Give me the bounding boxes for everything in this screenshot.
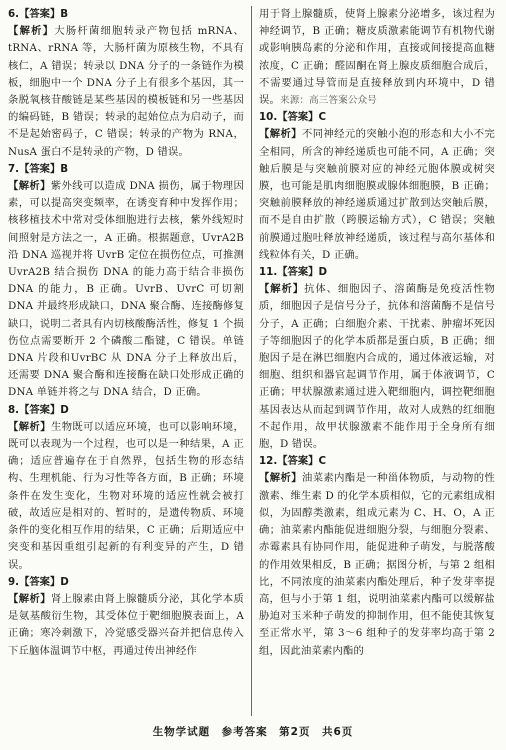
explanation-text: 紫外线可以造成 DNA 损伤，属于物理因素，可以提高突变频率，在诱变育种中发挥作用；核移植技术中常对受体细胞进行去核，紫外线短时间照射是方法之一，A 正确。根据题意，UvrA2B沿 DNA 巡视并将 UvrB 定位在损伤位点，可推测 UvrA2B 结合损伤 DNA 的能力高于结合非损伤 DNA 的能力，B 正确。UvrB、UvrC 可切割DNA 并最终形成缺口，DNA 聚合酶、连接酶修复缺口，说明二者具有内切核酸酶活性，修复 1 个损伤位点需要断开 2 个磷酸二酯键，C 错误。单链 DNA 片段和UvrBC 从 DNA 分子上释放出后，还需要 DNA 聚合酶和连接酶在缺口处形成正确的 DNA 单链并将之与 DNA 结合，D 正确。 <box>8 180 244 399</box>
explanation-label: 【解析】 <box>8 420 51 433</box>
explanation-text: 抗体、细胞因子、溶菌酶是免疫活性物质，细胞因子是信号分子，抗体和溶菌酶不是信号分子，A 正确；白细胞介素、干扰素、肿瘤坏死因子等细胞因子的化学本质都是蛋白质，B 正确；细胞因子是在淋巴细胞内合成的，通过体液运输，对细胞、组织和器官起调节作用，属于体液调节，C 正确；甲状腺激素通过进入靶细胞内，调控靶细胞基因表达从而起到调节作用，故对人成熟的红细胞不起作用，故甲状腺激素不能作用于全身所有细胞，D 错误。 <box>259 283 495 451</box>
explanation-text: 大肠杆菌细胞转录产物包括 mRNA、tRNA、rRNA 等，大肠杆菌为原核生物，不具有核仁，A 错误；转录以 DNA 分子的一条链作为模板，细胞中一个 DNA 分子上有很多个基因，其一条脱氧核苷酸链是某些基因的模板链和另一些基因的编码链，B 错误；转录的起始位点为启动子，而不是起始密码子，C 错误；转录的产物为 RNA，NusA 蛋白不是转录的产物，D 错误。 <box>8 25 244 158</box>
answer-value: C <box>318 111 326 124</box>
question-number: 12. <box>259 455 278 468</box>
question-number: 8. <box>8 403 20 416</box>
explanation-label: 【解析】 <box>8 25 55 38</box>
question-8 <box>8 402 244 574</box>
answer-label: 【答案】 <box>19 575 61 588</box>
answer-label: 【答案】 <box>277 455 319 468</box>
page-footer: 生物学试题 参考答案 第2页 共6页 <box>152 726 354 738</box>
explanation-label: 【解析】 <box>8 592 51 605</box>
answer-label: 【答案】 <box>277 111 319 124</box>
answer-value: D <box>60 403 69 416</box>
column-divider <box>251 6 252 716</box>
question-9-continued <box>259 6 495 109</box>
source-note: 来源：高三答案公众号 <box>280 95 378 107</box>
explanation-label: 【解析】 <box>8 180 51 193</box>
explanation-text: 用于肾上腺髓质，使肾上腺素分泌增多，该过程为神经调节，B 正确；糖皮质激素能调节有机物代谢或影响胰岛素的分泌和作用，直接或间接提高血糖浓度，C 正确；醛固酮在肾上腺皮质细胞合成后，不需要通过导管而是直接释放到内环境中，D 错误。 <box>259 8 495 107</box>
explanation-text: 生物既可以适应环境，也可以影响环境，既可以表现为一个过程，也可以是一种结果，A 正确；适应普遍存在于自然界，包括生物的形态结构、生理机能、行为习性等各方面，B 正确；环境条件在发生变化，生物对环境的适应性就会被打破，故适应是相对的、暂时的，是遗传物质、环境条件的变化相互作用的结果，C 正确；后期适应中突变和基因重组引起新的有利变异的产生，D 错误。 <box>8 420 244 571</box>
answer-value: B <box>60 162 69 175</box>
answer-label: 【答案】 <box>19 403 61 416</box>
question-number: 6. <box>8 8 20 20</box>
question-number: 10. <box>259 111 278 124</box>
answer-value: D <box>318 266 327 279</box>
explanation-text: 不同神经元的突触小泡的形态和大小不完全相同，所含的神经递质也可能不同，A 正确；突触后膜是与突触前膜对应的神经元胞体膜或树突膜，也可能是肌肉细胞膜或腺体细胞膜，B 正确；突触前膜释放的神经递质通过扩散到达突触后膜，而不是自由扩散（跨膜运输方式），C 错误；突触前膜通过胞吐释放神经递质，该过程与高尔基体和线粒体有关，D 正确。 <box>259 128 495 261</box>
question-9 <box>8 574 244 660</box>
right-column <box>259 6 495 660</box>
question-6 <box>8 6 244 161</box>
answer-value: C <box>318 455 326 468</box>
question-7 <box>8 161 244 402</box>
explanation-text: 油菜素内酯是一种甾体物质，与动物的性激素、维生素 D 的化学本质相似，它的元素组成相似，为固醇类激素，组成元素为 C、H、O，A 正确；油菜素内酯能促进细胞分裂，与细胞分裂素、赤霉素具有协同作用，能促进种子萌发，与脱落酸的作用效果相反，B 正确；据图分析，与第 2 组相比，不同浓度的油菜素内酯处理后，种子发芽率提高，但与小于第 1 组，说明油菜素内酯可以缓解盐胁迫对玉米种子萌发的抑制作用，但不能使其恢复至正常水平，第 3～6 组种子的发芽率均高于第 2 组，因此油菜素内酯的 <box>259 472 495 657</box>
explanation-label: 【解析】 <box>259 472 302 485</box>
explanation-label: 【解析】 <box>259 128 302 141</box>
answer-value: B <box>60 8 69 20</box>
answer-label: 【答案】 <box>19 162 61 175</box>
question-12 <box>259 453 495 659</box>
left-column <box>8 6 244 660</box>
question-10 <box>259 109 495 264</box>
answer-label: 【答案】 <box>277 266 319 279</box>
answer-label: 【答案】 <box>19 8 61 20</box>
explanation-text: 肾上腺素由肾上腺髓质分泌，其化学本质是氨基酸衍生物，其受体位于靶细胞膜表面上，A 正确；寒冷刺激下，冷觉感受器兴奋并把信息传入下丘脑体温调节中枢，再通过传出神经作 <box>8 592 244 657</box>
explanation-label: 【解析】 <box>259 283 305 296</box>
question-number: 7. <box>8 162 20 175</box>
question-number: 9. <box>8 575 20 588</box>
question-number: 11. <box>259 266 278 279</box>
answer-value: D <box>60 575 69 588</box>
question-11 <box>259 264 495 453</box>
